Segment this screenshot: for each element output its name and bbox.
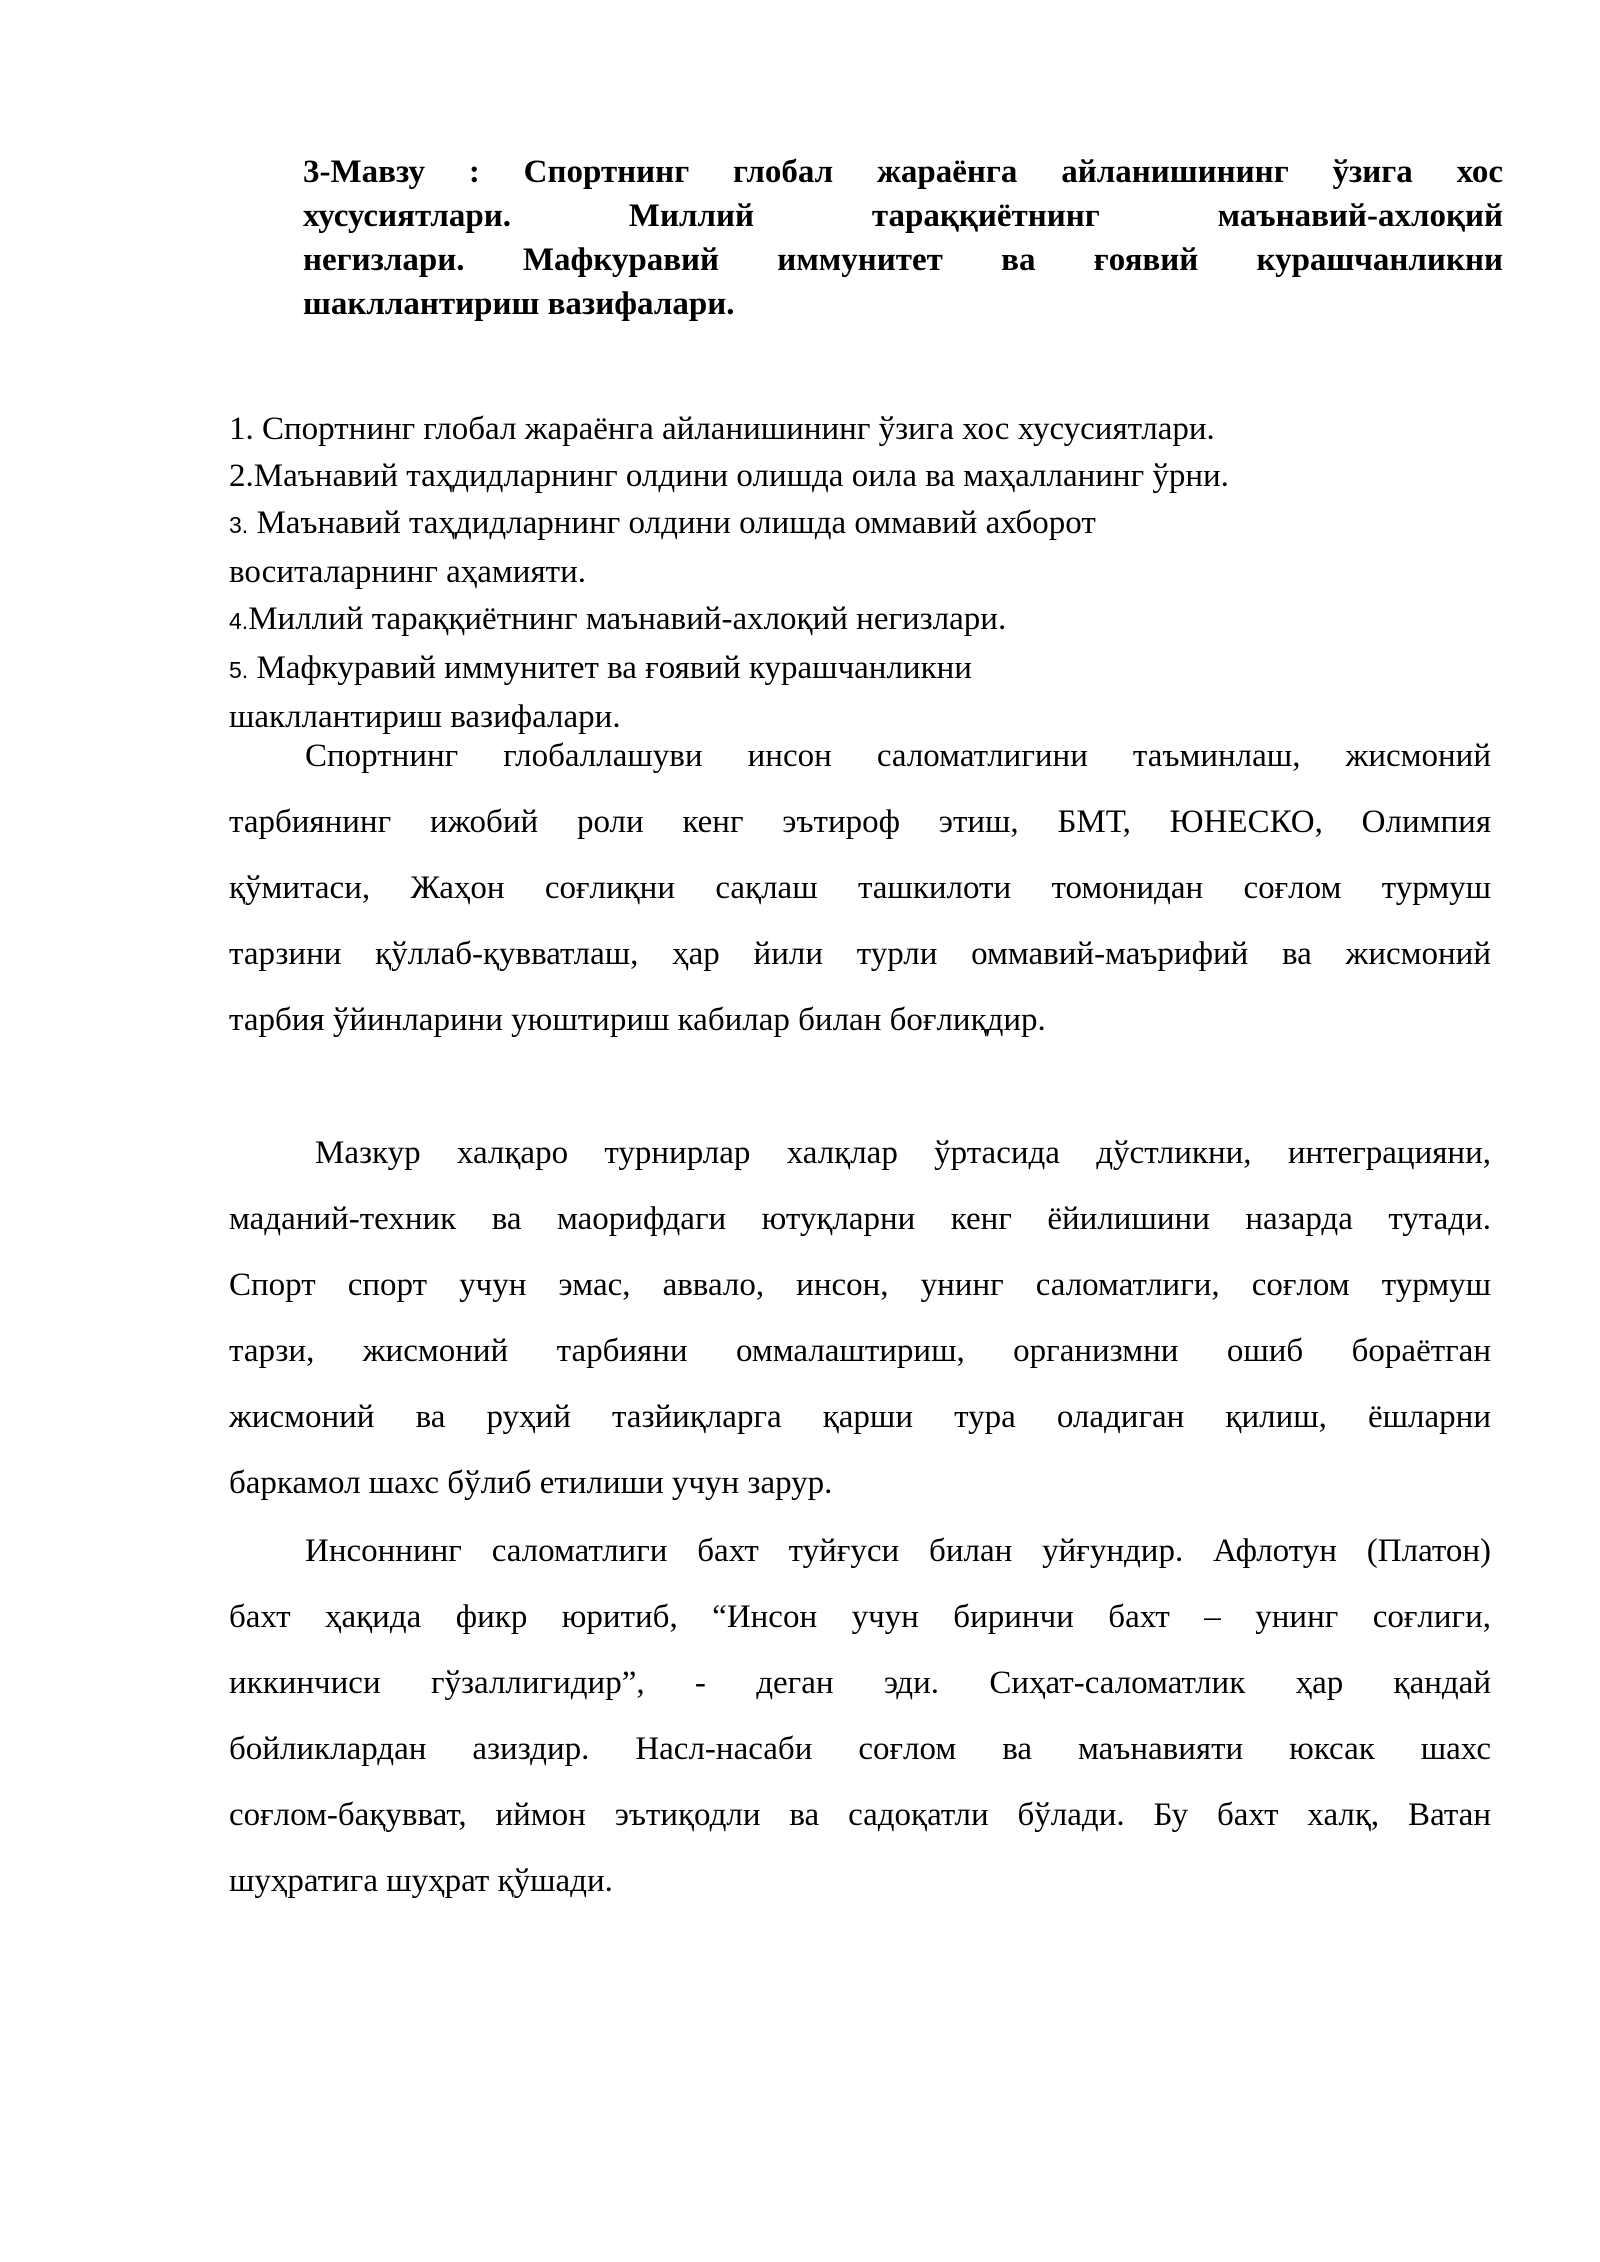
paragraph-line: Мазкур халқаро турнирлар халқлар ўртасида дўстликни, интеграцияни,: [315, 1135, 1491, 1171]
heading-line: шакллантириш вазифалари.: [303, 286, 735, 322]
paragraph-line: Спортнинг глобаллашуви инсон саломатлигини таъминлаш, жисмоний: [305, 738, 1491, 774]
list-item: [229, 596, 1529, 645]
paragraph-line: қўмитаси, Жаҳон соғлиқни сақлаш ташкилоти томонидан соғлом турмуш: [229, 870, 1491, 906]
list-item: [229, 500, 1529, 549]
body-paragraph-3: [229, 1518, 1491, 1914]
list-item-number: 5.: [229, 657, 249, 683]
list-item-number: 3.: [229, 512, 249, 538]
paragraph-line: бойликлардан азиздир. Насл-насаби соғлом ва маънавияти юксак шахс: [229, 1731, 1491, 1767]
paragraph-line: бахт ҳақида фикр юритиб, “Инсон учун биринчи бахт – унинг соғлиги,: [229, 1599, 1491, 1635]
paragraph-line: маданий-техник ва маорифдаги ютуқларни кенг ёйилишини назарда тутади.: [229, 1201, 1491, 1237]
topics-list: [229, 406, 1529, 741]
paragraph-line: шуҳратига шуҳрат қўшади.: [229, 1863, 613, 1899]
paragraph-line: баркамол шахс бўлиб етилиши учун зарур.: [229, 1465, 833, 1501]
paragraph-line: тарзини қўллаб-қувватлаш, ҳар йили турли оммавий-маърифий ва жисмоний: [229, 936, 1491, 972]
paragraph-line: Спорт спорт учун эмас, аввало, инсон, унинг саломатлиги, соғлом турмуш: [229, 1267, 1491, 1303]
list-item-text: Миллий тараққиётнинг маънавий-ахлоқий негизлари.: [248, 601, 1007, 637]
list-item-number: 4.: [229, 608, 249, 634]
list-item-text: Маънавий таҳдидларнинг олдини олишда оммавий ахборот: [248, 505, 1096, 541]
topic-heading: [303, 150, 1503, 326]
list-item: 1. Спортнинг глобал жараёнга айланишининг ўзига хос хусусиятлари.: [229, 411, 1215, 447]
paragraph-line: тарбия ўйинларини уюштириш кабилар билан боғлиқдир.: [229, 1002, 1046, 1038]
heading-line: хусусиятлари. Миллий тараққиётнинг маънавий-ахлоқий: [303, 198, 1503, 234]
paragraph-line: тарзи, жисмоний тарбияни оммалаштириш, организмни ошиб бораётган: [229, 1333, 1491, 1369]
body-paragraph-1: [229, 723, 1491, 1053]
paragraph-line: соғлом-бақувват, иймон эътиқодли ва садоқатли бўлади. Бу бахт халқ, Ватан: [229, 1797, 1491, 1833]
paragraph-line: жисмоний ва руҳий тазйиқларга қарши тура оладиган қилиш, ёшларни: [229, 1399, 1491, 1435]
heading-line: 3-Мавзу : Спортнинг глобал жараёнга айланишининг ўзига хос: [303, 154, 1503, 190]
list-item: [229, 645, 1529, 694]
list-item-continuation: воситаларнинг аҳамияти.: [229, 554, 586, 590]
heading-line: негизлари. Мафкуравий иммунитет ва ғоявий курашчанликни: [303, 242, 1503, 278]
body-paragraph-2: [229, 1120, 1491, 1516]
paragraph-line: Инсоннинг саломатлиги бахт туйғуси билан уйғундир. Афлотун (Платон): [305, 1533, 1491, 1569]
paragraph-line: тарбиянинг ижобий роли кенг эътироф этиш, БМТ, ЮНЕСКО, Олимпия: [229, 804, 1491, 840]
paragraph-line: иккинчиси гўзаллигидир”, - деган эди. Сиҳат-саломатлик ҳар қандай: [229, 1665, 1491, 1701]
list-item-text: Мафкуравий иммунитет ва ғоявий курашчанликни: [248, 650, 972, 686]
list-item-continuation: шакллантириш вазифалари.: [229, 699, 621, 735]
list-item: 2.Маънавий таҳдидларнинг олдини олишда оила ва маҳалланинг ўрни.: [229, 458, 1229, 494]
